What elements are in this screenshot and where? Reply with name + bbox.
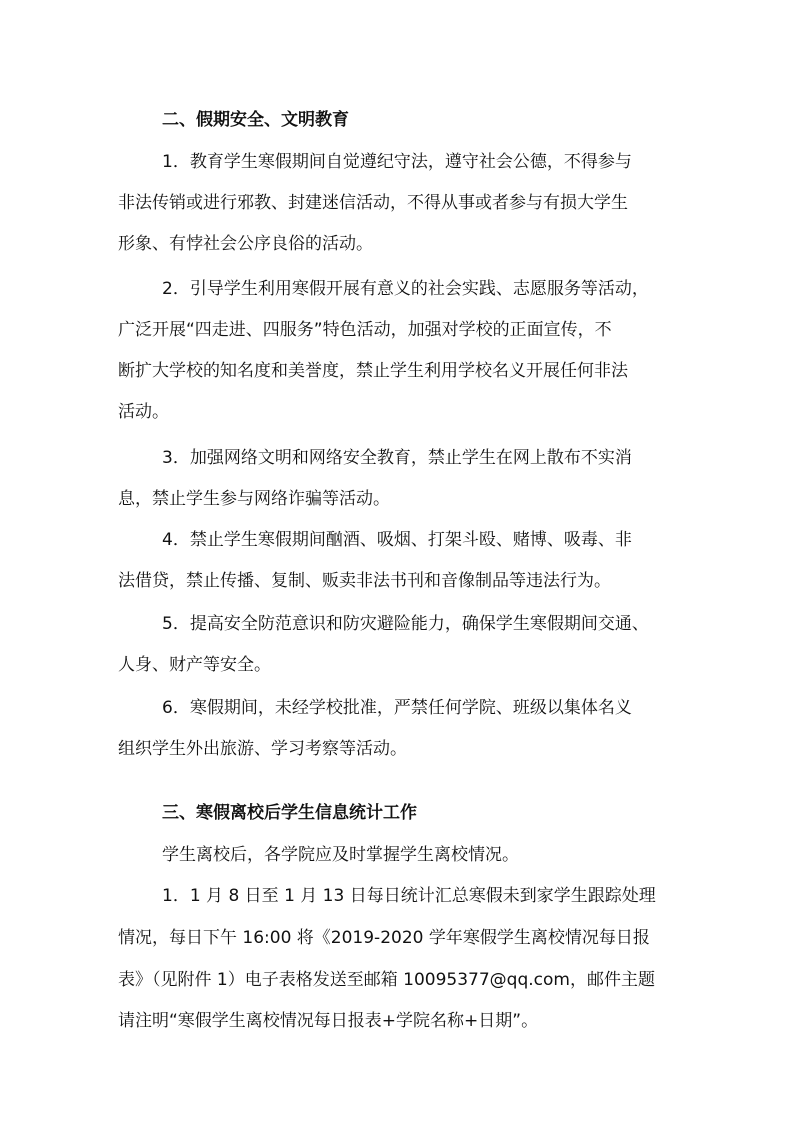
paragraph-line: 请注明“寒假学生离校情况每日报表+学院名称+日期”。 (118, 1011, 539, 1031)
paragraph-line: 情况，每日下午 16:00 将《2019-2020 学年寒假学生离校情况每日报 (118, 928, 650, 948)
paragraph-line: 1．教育学生寒假期间自觉遵纪守法，遵守社会公德，不得参与 (162, 152, 632, 172)
paragraph-line: 学生离校后，各学院应及时掌握学生离校情况。 (162, 845, 519, 865)
section-heading: 二、假期安全、文明教育 (162, 110, 349, 130)
paragraph-line: 非法传销或进行邪教、封建迷信活动，不得从事或者参与有损大学生 (118, 193, 628, 213)
paragraph-line: 1．1 月 8 日至 1 月 13 日每日统计汇总寒假未到家学生跟踪处理 (162, 886, 656, 906)
paragraph-line: 2．引导学生利用寒假开展有意义的社会实践、志愿服务等活动， (162, 279, 649, 299)
paragraph-line: 组织学生外出旅游、学习考察等活动。 (118, 739, 407, 759)
paragraph-line: 人身、财产等安全。 (118, 655, 271, 675)
paragraph-line: 3．加强网络文明和网络安全教育，禁止学生在网上散布不实消 (162, 448, 632, 468)
paragraph-line: 形象、有悖社会公序良俗的活动。 (118, 234, 373, 254)
paragraph-line: 法借贷，禁止传播、复制、贩卖非法书刊和音像制品等违法行为。 (118, 571, 611, 591)
paragraph-line: 表》（见附件 1）电子表格发送至邮箱 10095377@qq.com，邮件主题 (118, 970, 655, 990)
section-heading: 三、寒假离校后学生信息统计工作 (162, 803, 417, 823)
paragraph-line: 活动。 (118, 402, 169, 422)
paragraph-line: 5．提高安全防范意识和防灾避险能力，确保学生寒假期间交通、 (162, 614, 649, 634)
paragraph-line: 广泛开展“四走进、四服务”特色活动，加强对学校的正面宣传，不 (118, 320, 612, 340)
paragraph-line: 断扩大学校的知名度和美誉度，禁止学生利用学校名义开展任何非法 (118, 361, 628, 381)
paragraph-line: 6．寒假期间，未经学校批准，严禁任何学院、班级以集体名义 (162, 698, 632, 718)
paragraph-line: 息，禁止学生参与网络诈骗等活动。 (118, 489, 390, 509)
paragraph-line: 4．禁止学生寒假期间酗酒、吸烟、打架斗殴、赌博、吸毒、非 (162, 530, 632, 550)
